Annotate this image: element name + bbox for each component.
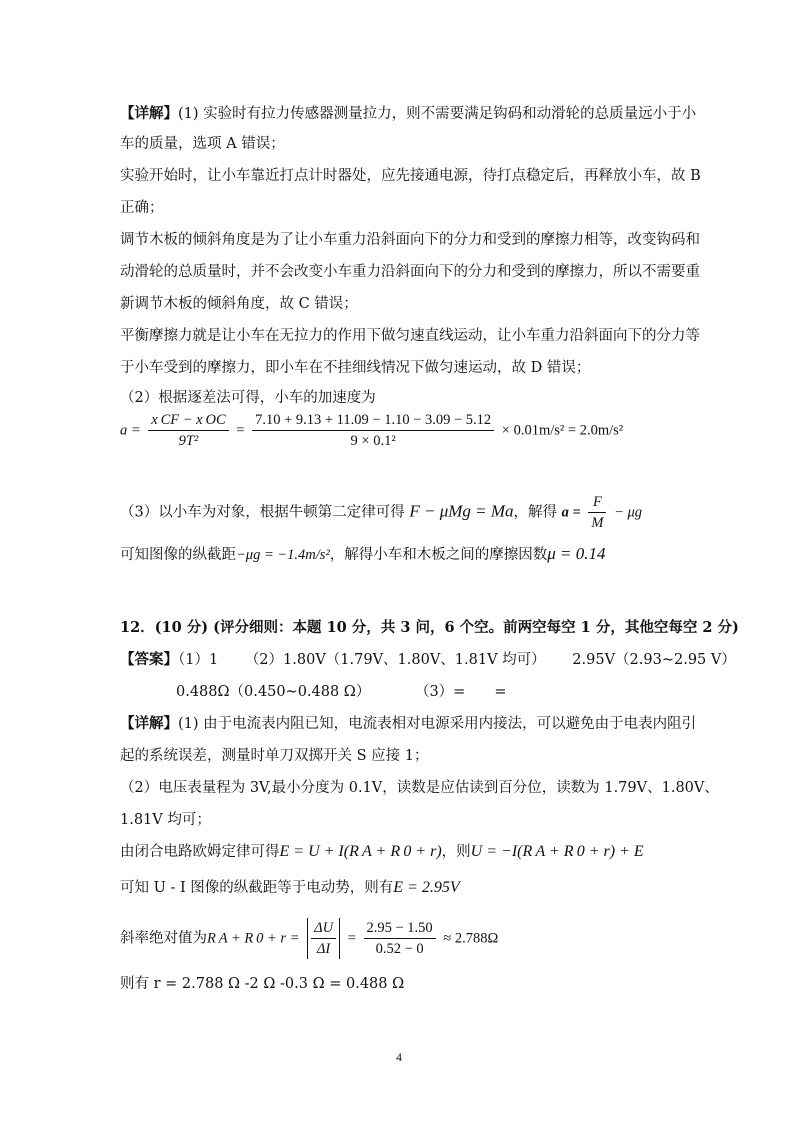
intercept-equation: −μg = −1.4m/s² <box>236 547 330 563</box>
emf-equation: E = 2.95V <box>393 879 460 896</box>
acceleration-equation: a = $\frac{\text{x CF − x OC}}{\text{9T²}}$ = $\frac{7.10 + 9.13 + 11.09 - 1.10 - 3.09 - 5.12}{\text{9 × 0.1²}}$ × 0.01m/s² = 2.0m/s² <box>120 412 624 449</box>
answer-label: 【答案】 <box>120 651 178 668</box>
detail-7-prefix: 可知图像的纵截距 <box>120 547 236 563</box>
slope-tail: ≈ 2.788Ω <box>443 930 499 947</box>
detail-1-line-1: (1) 实验时有拉力传感器测量拉力，则不需要满足钩码和动滑轮的总质量远小于小 <box>178 106 697 122</box>
detail-s2-1-line-2: 起的系统误差，测量时单刀双掷开关 S 应接 1； <box>120 748 429 764</box>
detail-6-mid: ，解得 <box>513 504 558 521</box>
accel-tail: − μg <box>614 504 643 521</box>
accel-fraction <box>588 492 606 533</box>
detail-7 <box>120 544 606 565</box>
eq1-fraction-2 <box>252 410 494 451</box>
eq1-frac2-den: 9 × 0.1² <box>350 433 396 449</box>
detail-1-line-2: 车的质量，选项 A 错误； <box>120 136 285 152</box>
eq1-frac1-num: x CF − x OC <box>148 410 228 431</box>
detail-s2-3-mid: ，则 <box>441 844 471 860</box>
question-12-heading: 12．(10 分) (评分细则：本题 10 分，共 3 问，6 个空。前两空每空 1 分，其他空每空 2 分) <box>120 619 739 636</box>
detail-6 <box>120 492 642 533</box>
ohm-law-equation-2: U = −I(R A + R 0 + r) + E <box>470 843 644 860</box>
detail-s2-3 <box>120 842 644 862</box>
answer-line-2 <box>176 682 506 702</box>
accel-lhs: a = <box>561 504 581 521</box>
slope-frac-den: 0.52 − 0 <box>375 941 424 957</box>
detail-s2-1-text: (1) 由于电流表内阻已知，电流表相对电源采用内接法，可以避免由于电表内阻引 <box>178 716 697 732</box>
detail-s2-5-prefix: 斜率绝对值为 <box>120 930 207 947</box>
detail-2-line-2: 正确； <box>120 200 164 216</box>
slope-lhs: R A + R 0 + r = <box>207 930 300 947</box>
detail-s2-6: 则有 r = 2.788 Ω -2 Ω -0.3 Ω = 0.488 Ω <box>120 976 405 992</box>
detail-4-line-2: 于小车受到的摩擦力，即小车在不挂细线情况下做匀速运动，故 D 错误； <box>120 360 591 376</box>
accel-frac-den: M <box>591 515 604 531</box>
slope-fraction <box>364 918 436 959</box>
slope-abs-num: ΔU <box>311 918 336 939</box>
slope-abs-den: ΔI <box>316 941 331 957</box>
detail-s2-2-line-1: （2）电压表量程为 3V,最小分度为 0.1V，读数是应估读到百分位，读数为 1.79V、1.80V、 <box>120 780 719 796</box>
detail-s2-4-prefix: 可知 U - I 图像的纵截距等于电动势，则有 <box>120 880 394 896</box>
newton-equation: F − μMg = Ma <box>409 501 514 521</box>
detail-2-line-1: 实验开始时，让小车靠近打点计时器处，应先接通电源，待打点稳定后，再释放小车，故 B <box>120 168 701 184</box>
detail-label: 【详解】 <box>120 105 178 122</box>
detail-s2-1-line-1 <box>120 714 696 734</box>
detail-3-line-2: 动滑轮的总质量时，并不会改变小车重力沿斜面向下的分力和受到的摩擦力，所以不需要重 <box>120 264 700 280</box>
detail-s2-5: 斜率绝对值为R A + R 0 + r = $\frac{\Delta U}{\Delta I}$ = $\frac{2.95 - 1.50}{0.52 - 0}$ ≈ 2.788Ω <box>120 920 499 957</box>
detail-s2-3-prefix: 由闭合电路欧姆定律可得 <box>120 844 280 860</box>
eq1-frac2-num: 7.10 + 9.13 + 11.09 − 1.10 − 3.09 − 5.12 <box>252 410 494 431</box>
detail-7-mid: ，解得小车和木板之间的摩擦因数 <box>329 547 548 563</box>
eq1-tail: × 0.01m/s² = 2.0m/s² <box>501 422 624 439</box>
answer-3: 2.95V（2.93~2.95 V） <box>572 652 736 668</box>
eq1-frac1-den: 9T² <box>178 433 199 449</box>
slope-abs-fraction <box>311 918 336 959</box>
detail-s2-4 <box>120 878 460 898</box>
detail-3-line-3: 新调节木板的倾斜角度，故 C 错误； <box>120 296 358 312</box>
detail-s2-2-line-2: 1.81V 均可； <box>120 812 211 828</box>
detail-label-2: 【详解】 <box>120 715 178 732</box>
detail-5: （2）根据逐差法可得，小车的加速度为 <box>120 390 376 406</box>
answer-line-1 <box>120 650 736 670</box>
accel-frac-num: F <box>588 492 606 513</box>
answer-1: （1）1 <box>178 652 219 668</box>
friction-coefficient: μ = 0.14 <box>547 544 606 563</box>
eq1-lhs: a = <box>120 422 141 439</box>
slope-abs-value <box>307 918 340 959</box>
eq1-fraction-1 <box>148 410 228 451</box>
detail-paragraph-1 <box>120 104 696 124</box>
page-number: 4 <box>396 1050 402 1064</box>
ohm-law-equation-1: E = U + I(R A + R 0 + r) <box>279 843 442 860</box>
answer-2: （2）1.80V（1.79V、1.80V、1.81V 均可） <box>244 652 546 668</box>
answer-5: （3）= = <box>414 684 507 700</box>
answer-4: 0.488Ω（0.450~0.488 Ω） <box>176 684 371 700</box>
detail-4-line-1: 平衡摩擦力就是让小车在无拉力的作用下做匀速直线运动，让小车重力沿斜面向下的分力等 <box>120 328 700 344</box>
detail-3-line-1: 调节木板的倾斜角度是为了让小车重力沿斜面向下的分力和受到的摩擦力相等，改变钩码和 <box>120 232 700 248</box>
detail-6-prefix: （3）以小车为对象，根据牛顿第二定律可得 <box>120 504 405 521</box>
slope-frac-num: 2.95 − 1.50 <box>364 918 436 939</box>
